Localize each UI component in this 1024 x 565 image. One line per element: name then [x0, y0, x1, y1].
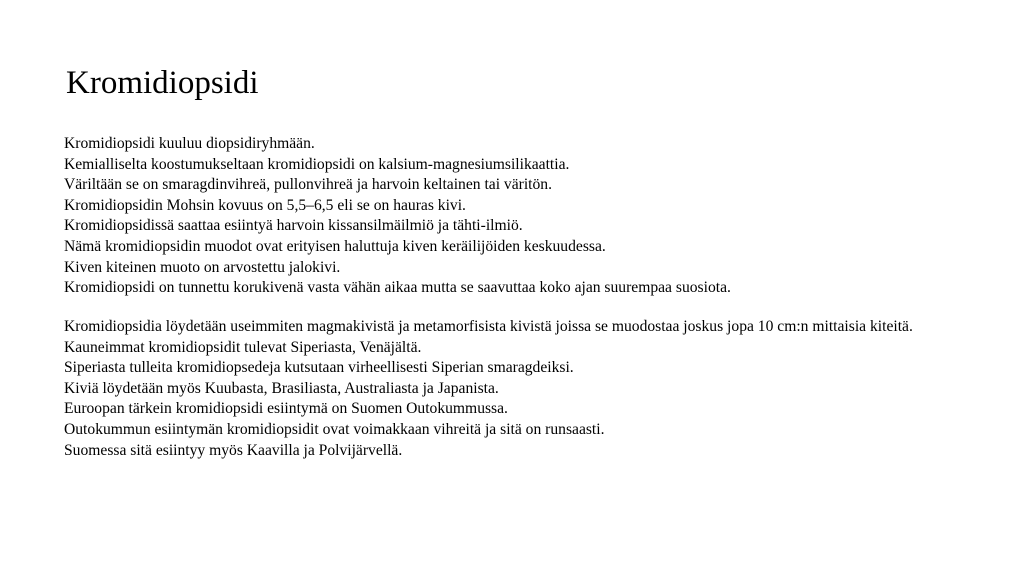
paragraph-properties — [64, 134, 731, 299]
text-line: Kromidiopsidi on tunnettu korukivenä vasta vähän aikaa mutta se saavuttaa koko ajan suurempaa suosiota. — [64, 279, 731, 297]
slide-title: Kromidiopsidi — [66, 65, 259, 101]
text-line: Kromidiopsidi kuuluu diopsidiryhmään. — [64, 135, 315, 152]
text-line: Outokummun esiintymän kromidiopsidit ovat voimakkaan vihreitä ja sitä on runsaasti. — [64, 420, 605, 438]
text-line: Väriltään se on smaragdinvihreä, pullonvihreä ja harvoin keltainen tai väritön. — [64, 176, 553, 194]
text-line: Kromidiopsidia löydetään useimmiten magmakivistä ja metamorfisista kivistä joissa se muodostaa joskus jopa 10 cm:n mittaisia kiteitä. — [64, 318, 913, 335]
text-line: Kemialliselta koostumukseltaan kromidiopsidi on kalsium-magnesiumsilikaattia. — [64, 155, 570, 173]
text-line: Kromidiopsidin Mohsin kovuus on 5,5–6,5 eli se on hauras kivi. — [64, 196, 466, 214]
text-line: Kiviä löydetään myös Kuubasta, Brasiliasta, Australiasta ja Japanista. — [64, 379, 499, 397]
text-line: Suomessa sitä esiintyy myös Kaavilla ja Polvijärvellä. — [64, 441, 403, 459]
text-line: Euroopan tärkein kromidiopsidi esiintymä on Suomen Outokummussa. — [64, 400, 508, 418]
text-line: Kiven kiteinen muoto on arvostettu jalokivi. — [64, 258, 341, 276]
paragraph-occurrence — [64, 317, 913, 461]
text-line: Kromidiopsidissä saattaa esiintyä harvoin kissansilmäilmiö ja tähti-ilmiö. — [64, 217, 523, 235]
text-line: Kauneimmat kromidiopsidit tulevat Siperiasta, Venäjältä. — [64, 338, 422, 356]
text-line: Nämä kromidiopsidin muodot ovat erityisen haluttuja kiven keräilijöiden keskuudessa. — [64, 237, 606, 255]
text-line: Siperiasta tulleita kromidiopsedeja kutsutaan virheellisesti Siperian smaragdeiksi. — [64, 359, 574, 377]
